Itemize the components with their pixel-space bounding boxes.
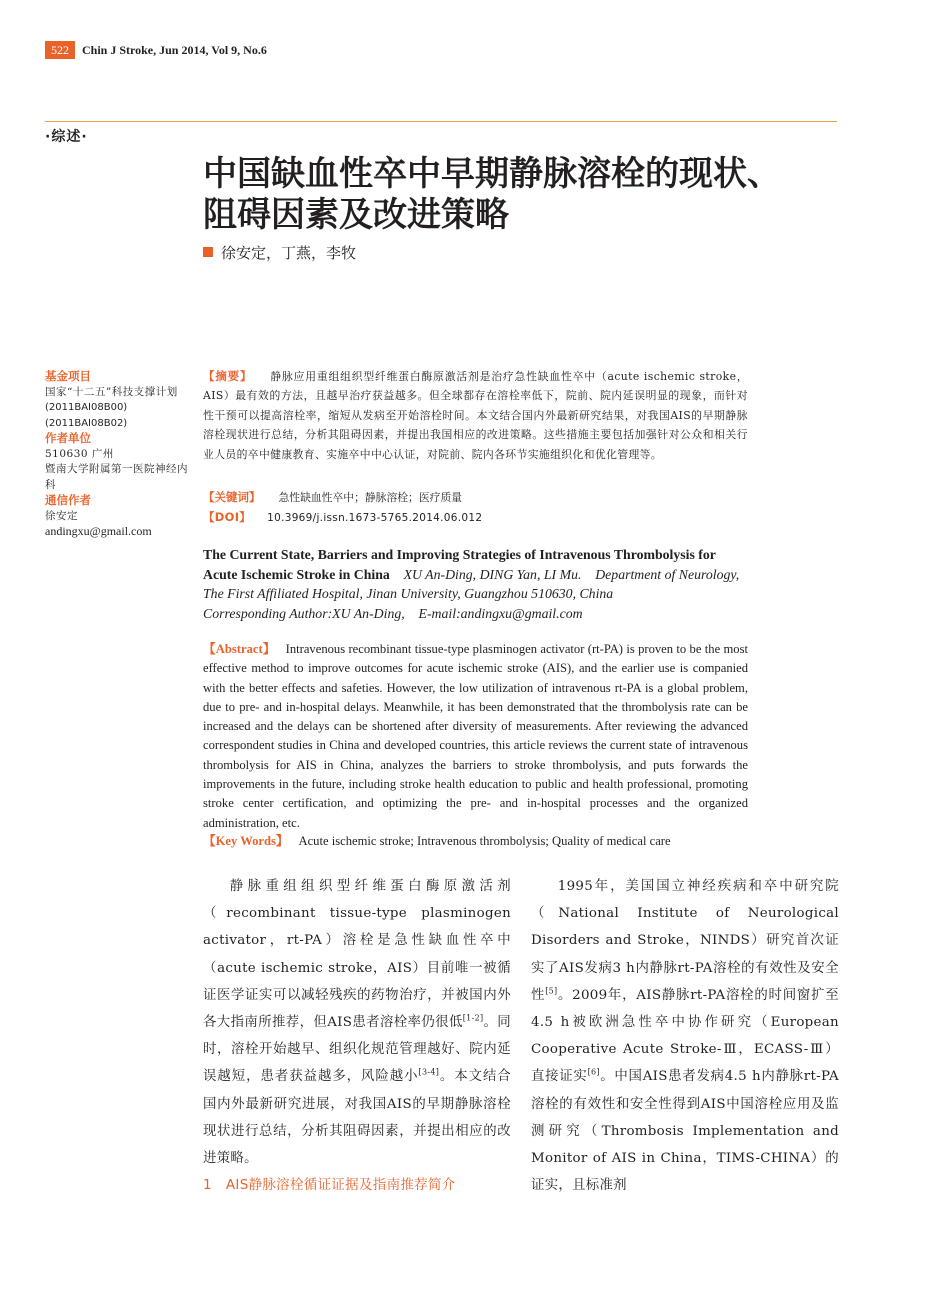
en-email: E-mail:andingxu@gmail.com [418,605,583,621]
fund-text: 国家“十二五”科技支撑计划 [45,385,178,398]
en-title: The Current State, Barriers and Improving Strategies of Intravenous Thrombolysis for Acute Ischemic Stroke in China [203,547,716,582]
doi [203,507,748,528]
en-title-block [203,545,748,623]
en-corresponding: Corresponding Author:XU An-Ding, [203,605,405,621]
cn-abstract-label: 【摘要】 [203,369,253,383]
corresponding-label: 通信作者 [45,493,91,507]
body-text: 静脉重组组织型纤维蛋白酶原激活剂（recombinant tissue-type plasminogen activator，rt-PA）溶栓是急性缺血性卒中（acute ischemic stroke，AIS）目前唯一被循证医学证实可以减轻残疾的药物治疗，并被国内外各大指南所推荐，但AIS患者溶栓率仍很低 [203,879,511,1031]
en-keywords-label: 【Key Words】 [203,834,289,848]
fund-id-2: (2011BAI08B02) [45,417,128,429]
body-text: 。中国AIS患者发病4.5 h内静脉rt-PA溶栓的有效性和安全性得到AIS中国溶栓应用及监测研究（Thrombosis Implementation and Monitor of AIS in China，TIMS-CHINA）的证实，且标准剂 [531,1069,840,1194]
body-text: 1995年，美国国立神经疾病和卒中研究院（National Institute of Neurological Disorders and Stroke，NINDS）研究首次证实了AIS发病3 h内静脉rt-PA溶栓的有效性及安全性 [531,879,839,1003]
cn-keywords [203,487,748,508]
section-tag: ·综述· [45,129,88,145]
citation: [1-2] [462,1013,484,1023]
citation: [3-4] [418,1067,440,1077]
article-sidebar [45,369,190,540]
cn-keywords-label: 【关键词】 [203,490,261,504]
page-number: 522 [45,41,75,59]
body-column-right [531,873,839,1199]
authors: 徐安定，丁燕，李牧 [221,244,357,262]
en-keywords [203,832,748,851]
en-authors: XU An-Ding, DING Yan, LI Mu. [403,566,582,582]
citation: [5] [545,986,558,996]
header-divider [45,121,837,122]
en-abstract-label: 【Abstract】 [203,642,276,656]
en-affiliation: Department of Neurology, The First Affiliated Hospital, Jinan University, Guangzhou 510630, China [203,566,740,601]
article-title [203,154,843,236]
body-paragraph [531,873,839,1199]
affiliation-label: 作者单位 [45,431,91,445]
doi-label: 【DOI】 [203,510,252,524]
cn-abstract [203,367,748,464]
article-title-line-1: 中国缺血性卒中早期静脉溶栓的现状、 [203,154,781,194]
body-column-left [203,873,511,1199]
en-keywords-text: Acute ischemic stroke; Intravenous thrombolysis; Quality of medical care [298,834,671,848]
journal-citation: Chin J Stroke, Jun 2014, Vol 9, No.6 [82,43,267,57]
corresponding-name: 徐安定 [45,509,78,522]
affiliation-text: 暨南大学附属第一医院神经内科 [45,463,188,491]
author-line [203,243,356,263]
cn-abstract-text: 静脉应用重组组织型纤维蛋白酶原激活剂是治疗急性缺血性卒中（acute ischemic stroke，AIS）最有效的方法，且越早治疗获益越多。但全球都存在溶栓率低下，院前、院内延误明显的现象，而针对性干预可以提高溶栓率，缩短从发病至开始溶栓时间。本文结合国内外最新研究结果，对我国AIS的早期静脉溶栓现状进行总结，分析其阻碍因素，并提出我国相应的改进策略。这些措施主要包括加强针对公众和相关行业人员的卒中健康教育、实施卒中中心认证，对院前、院内各环节实施组织化和优化管理等。 [203,370,748,461]
corresponding-email: andingxu@gmail.com [45,524,152,538]
author-square-icon [203,247,213,257]
body-text: 。2009年，AIS静脉rt-PA溶栓的时间窗扩至4.5 h被欧洲急性卒中协作研究（European Cooperative Acute Stroke-Ⅲ，ECASS-Ⅲ）直接证实 [531,987,839,1085]
fund-id-1: (2011BAI08B00) [45,402,128,413]
section-number: 1 [203,1177,212,1194]
body-text: 。本文结合国内外最新研究进展，对我国AIS的早期静脉溶栓现状进行总结，分析其阻碍因素，并提出相应的改进策略。 [203,1069,511,1167]
doi-value: 10.3969/j.issn.1673-5765.2014.06.012 [267,512,483,524]
fund-label: 基金项目 [45,369,91,383]
section-heading [203,1172,511,1199]
citation: [6] [587,1067,600,1077]
cn-keywords-text: 急性缺血性卒中；静脉溶栓；医疗质量 [278,491,463,504]
en-abstract-text: Intravenous recombinant tissue-type plasminogen activator (rt-PA) is proven to be the most effective method to improve outcomes for acute ischemic stroke (AIS), and the earlier use is companied with the better effects and safeties. However, the low utilization of intravenous rt-PA is a global problem, due to pre- and in-hospital delays. Meanwhile, it has been demonstrated that the thrombolysis rate can be increased and the delays can be shortened after diversity of measurements. After reviewing the advanced correspondent studies in China and developed countries, this article reviews the current state of intravenous thrombolysis for AIS in China, analyzes the barriers to stroke thrombolysis, and puts forwards the improvements in the future, including stroke health education to public and health professional, promoting stroke center certification, and optimizing the pre- and in-hospital processes and the organized administration, etc. [203,642,748,830]
body-text: 。同时，溶栓开始越早、组织化规范管理越好、院内延误越短，患者获益越多，风险越小 [203,1015,511,1085]
affiliation-postcode: 510630 广州 [45,447,114,460]
article-title-line-2: 阻碍因素及改进策略 [203,195,509,235]
body-paragraph [203,873,511,1172]
section-title: AIS静脉溶栓循证证据及指南推荐简介 [225,1177,456,1194]
en-abstract [203,640,748,833]
